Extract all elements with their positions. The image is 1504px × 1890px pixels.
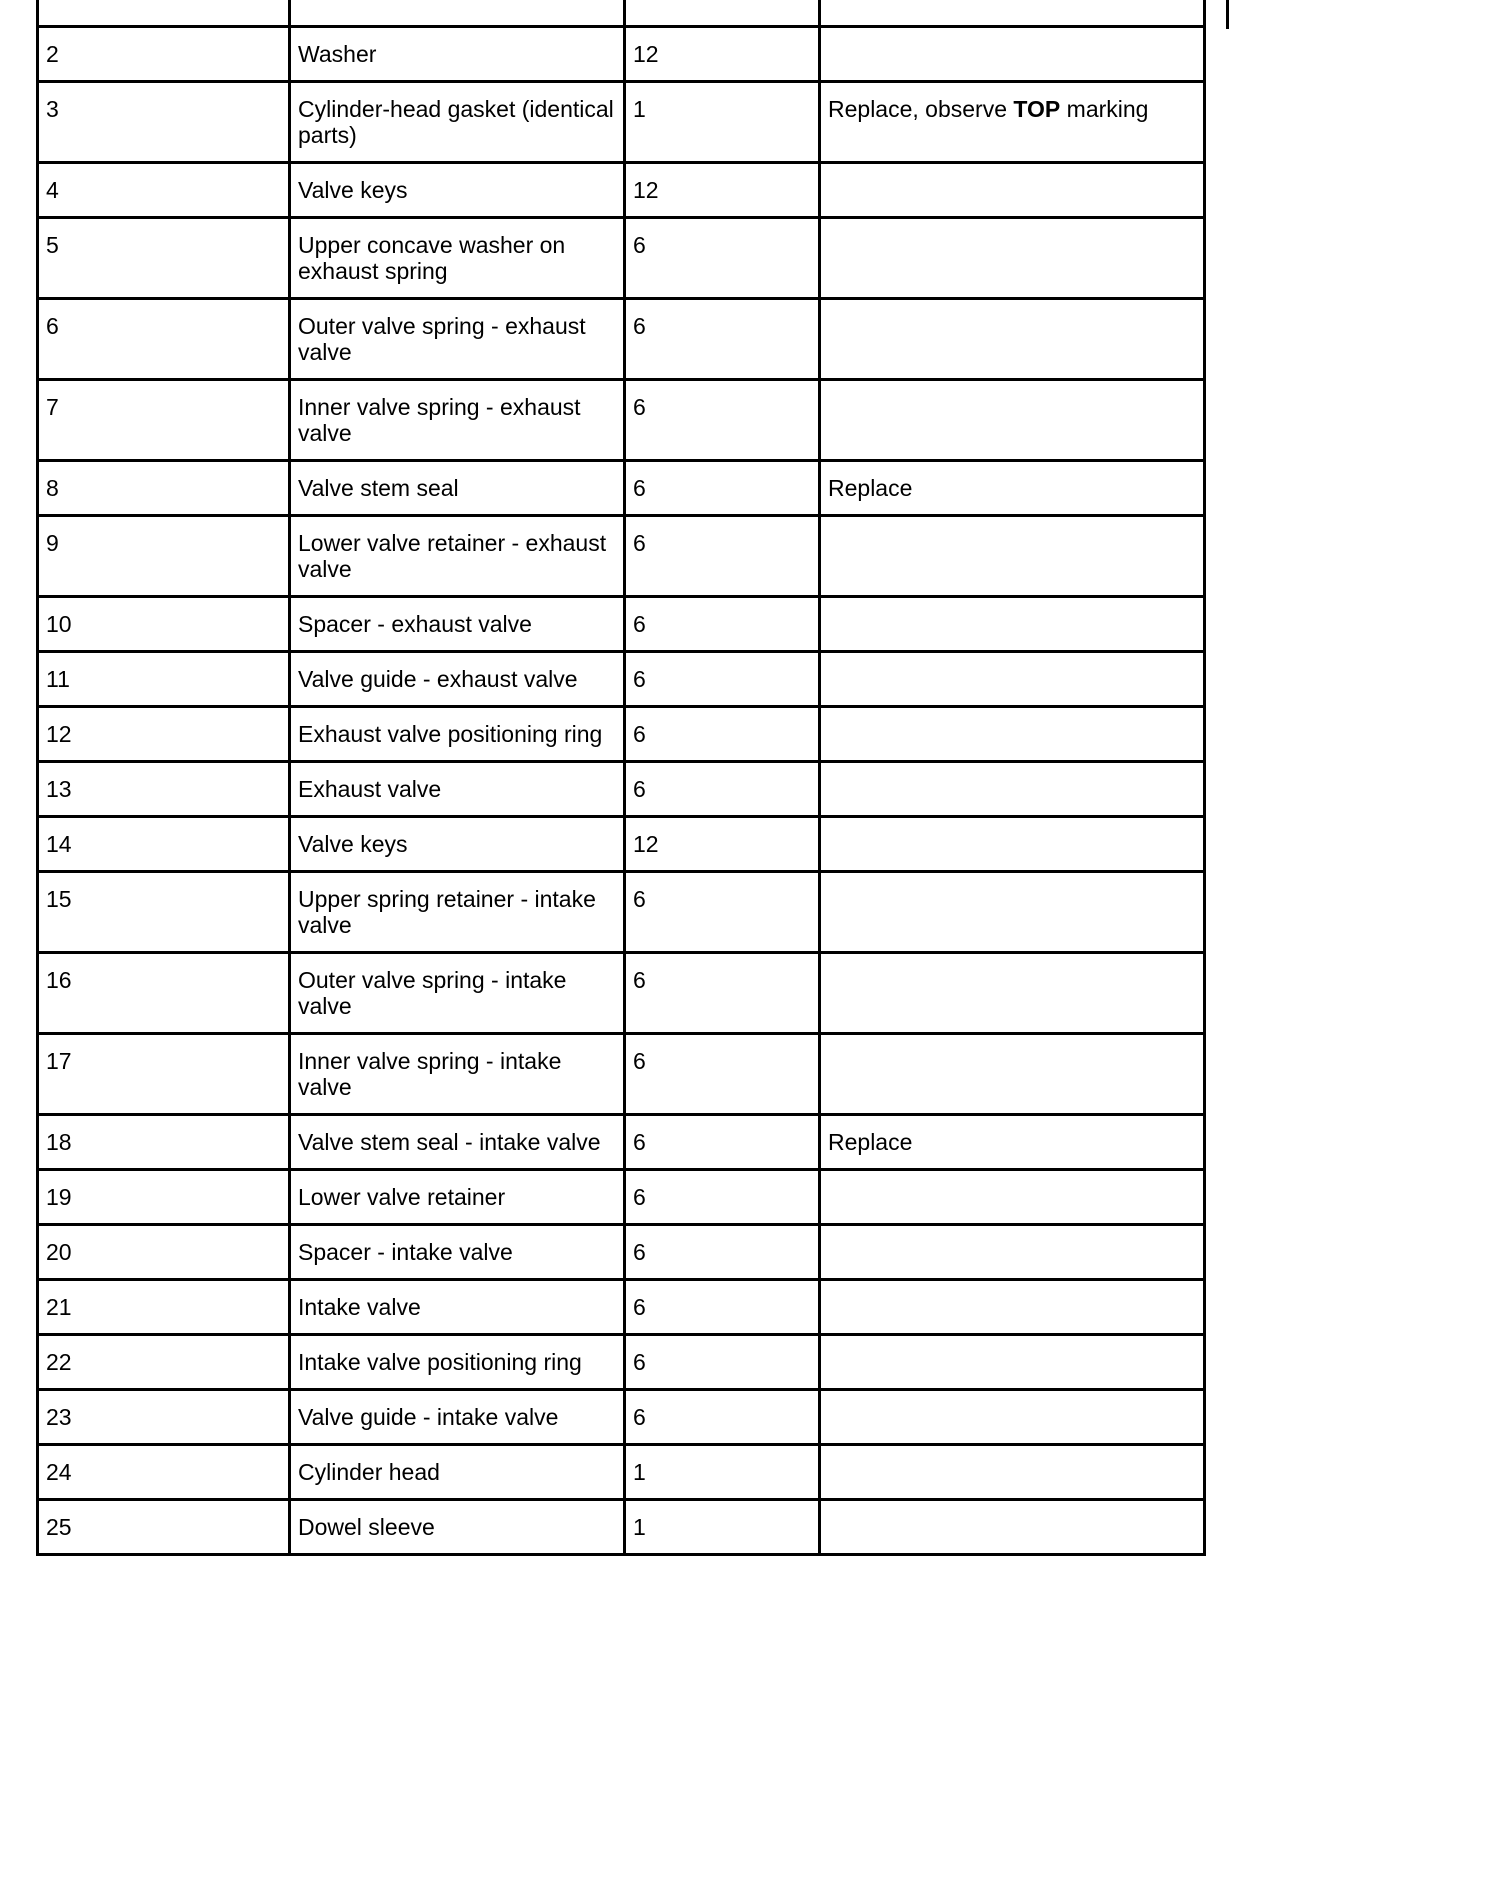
note-segment-bold: TOP <box>1013 96 1061 122</box>
cell-description: Valve keys <box>290 817 625 872</box>
table-row <box>38 1335 1205 1390</box>
cropped-cell <box>625 0 820 27</box>
cell-description: Valve guide - intake valve <box>290 1390 625 1445</box>
cell-quantity: 1 <box>625 82 820 163</box>
cell-description: Valve guide - exhaust valve <box>290 652 625 707</box>
cell-quantity: 6 <box>625 707 820 762</box>
cell-description: Valve keys <box>290 163 625 218</box>
cell-note <box>820 1445 1205 1500</box>
table-row <box>38 1170 1205 1225</box>
table-row <box>38 1390 1205 1445</box>
cell-description: Upper spring retainer - intake valve <box>290 872 625 953</box>
cell-quantity: 6 <box>625 461 820 516</box>
cell-description: Valve stem seal - intake valve <box>290 1115 625 1170</box>
cell-number: 6 <box>38 299 290 380</box>
cell-number: 14 <box>38 817 290 872</box>
table-row <box>38 762 1205 817</box>
cell-quantity: 6 <box>625 380 820 461</box>
cell-description: Spacer - exhaust valve <box>290 597 625 652</box>
cell-note <box>820 1225 1205 1280</box>
cell-description: Cylinder-head gasket (identical parts) <box>290 82 625 163</box>
cell-quantity: 6 <box>625 516 820 597</box>
cell-number: 25 <box>38 1500 290 1555</box>
cell-note <box>820 461 1205 516</box>
cell-number: 15 <box>38 872 290 953</box>
cell-description: Valve stem seal <box>290 461 625 516</box>
table-row <box>38 953 1205 1034</box>
cell-note <box>820 1034 1205 1115</box>
cell-number: 17 <box>38 1034 290 1115</box>
cell-description: Inner valve spring - exhaust valve <box>290 380 625 461</box>
cell-description: Spacer - intake valve <box>290 1225 625 1280</box>
cell-number: 13 <box>38 762 290 817</box>
cell-quantity: 6 <box>625 1335 820 1390</box>
cell-number: 12 <box>38 707 290 762</box>
cell-quantity: 1 <box>625 1445 820 1500</box>
table-row <box>38 163 1205 218</box>
cell-quantity: 6 <box>625 597 820 652</box>
table-row <box>38 380 1205 461</box>
table-row <box>38 1280 1205 1335</box>
cell-note <box>820 516 1205 597</box>
cell-description: Intake valve positioning ring <box>290 1335 625 1390</box>
cell-note <box>820 1115 1205 1170</box>
table-row <box>38 707 1205 762</box>
cell-note <box>820 299 1205 380</box>
cell-note <box>820 163 1205 218</box>
cell-number: 21 <box>38 1280 290 1335</box>
table-row <box>38 218 1205 299</box>
cropped-cell <box>38 0 290 27</box>
cell-note <box>820 1335 1205 1390</box>
parts-table <box>36 0 1206 1556</box>
cell-number: 3 <box>38 82 290 163</box>
cell-number: 23 <box>38 1390 290 1445</box>
cell-quantity: 6 <box>625 1170 820 1225</box>
cell-note <box>820 872 1205 953</box>
cell-description: Lower valve retainer - exhaust valve <box>290 516 625 597</box>
cell-number: 19 <box>38 1170 290 1225</box>
cell-note <box>820 817 1205 872</box>
cell-note <box>820 597 1205 652</box>
cell-description: Upper concave washer on exhaust spring <box>290 218 625 299</box>
table-row <box>38 597 1205 652</box>
cell-number: 18 <box>38 1115 290 1170</box>
cell-note <box>820 27 1205 82</box>
cell-quantity: 12 <box>625 27 820 82</box>
cell-quantity: 6 <box>625 872 820 953</box>
cell-quantity: 6 <box>625 1280 820 1335</box>
cell-number: 2 <box>38 27 290 82</box>
table-row <box>38 27 1205 82</box>
cell-number: 24 <box>38 1445 290 1500</box>
cell-note <box>820 1170 1205 1225</box>
cell-description: Dowel sleeve <box>290 1500 625 1555</box>
cell-quantity: 12 <box>625 817 820 872</box>
cell-quantity: 12 <box>625 163 820 218</box>
cell-quantity: 6 <box>625 1225 820 1280</box>
cell-note <box>820 1500 1205 1555</box>
note-segment: Replace <box>828 1129 913 1155</box>
cell-quantity: 6 <box>625 652 820 707</box>
cell-note <box>820 707 1205 762</box>
cell-description: Intake valve <box>290 1280 625 1335</box>
table-row <box>38 516 1205 597</box>
cell-note <box>820 652 1205 707</box>
cell-quantity: 1 <box>625 1500 820 1555</box>
page-crop-line <box>1226 0 1229 29</box>
cell-note <box>820 1280 1205 1335</box>
table-row <box>38 1500 1205 1555</box>
cell-number: 10 <box>38 597 290 652</box>
cell-number: 4 <box>38 163 290 218</box>
cell-note <box>820 82 1205 163</box>
table-row <box>38 82 1205 163</box>
cell-number: 8 <box>38 461 290 516</box>
cropped-table-row <box>38 0 1205 27</box>
table-row <box>38 872 1205 953</box>
cell-quantity: 6 <box>625 1390 820 1445</box>
cell-quantity: 6 <box>625 299 820 380</box>
table-row <box>38 817 1205 872</box>
cell-note <box>820 953 1205 1034</box>
cell-note <box>820 218 1205 299</box>
table-row <box>38 652 1205 707</box>
cell-quantity: 6 <box>625 762 820 817</box>
cropped-cell <box>820 0 1205 27</box>
cell-description: Lower valve retainer <box>290 1170 625 1225</box>
cell-quantity: 6 <box>625 953 820 1034</box>
note-segment: Replace, observe <box>828 96 1014 122</box>
table-row <box>38 1225 1205 1280</box>
cell-quantity: 6 <box>625 1034 820 1115</box>
table-row <box>38 1115 1205 1170</box>
cell-note <box>820 1390 1205 1445</box>
table-row <box>38 1445 1205 1500</box>
cell-number: 16 <box>38 953 290 1034</box>
note-segment: Replace <box>828 475 913 501</box>
cell-description: Outer valve spring - intake valve <box>290 953 625 1034</box>
parts-table-body <box>38 0 1205 1555</box>
cell-description: Outer valve spring - exhaust valve <box>290 299 625 380</box>
cell-description: Washer <box>290 27 625 82</box>
table-row <box>38 1034 1205 1115</box>
cell-number: 7 <box>38 380 290 461</box>
cropped-cell <box>290 0 625 27</box>
cell-number: 20 <box>38 1225 290 1280</box>
cell-number: 22 <box>38 1335 290 1390</box>
cell-number: 9 <box>38 516 290 597</box>
cell-quantity: 6 <box>625 218 820 299</box>
cell-number: 11 <box>38 652 290 707</box>
table-row <box>38 299 1205 380</box>
cell-description: Inner valve spring - intake valve <box>290 1034 625 1115</box>
note-segment: marking <box>1060 96 1149 122</box>
cell-description: Exhaust valve positioning ring <box>290 707 625 762</box>
cell-description: Exhaust valve <box>290 762 625 817</box>
table-row <box>38 461 1205 516</box>
cell-number: 5 <box>38 218 290 299</box>
cell-quantity: 6 <box>625 1115 820 1170</box>
cell-description: Cylinder head <box>290 1445 625 1500</box>
cell-note <box>820 380 1205 461</box>
cell-note <box>820 762 1205 817</box>
